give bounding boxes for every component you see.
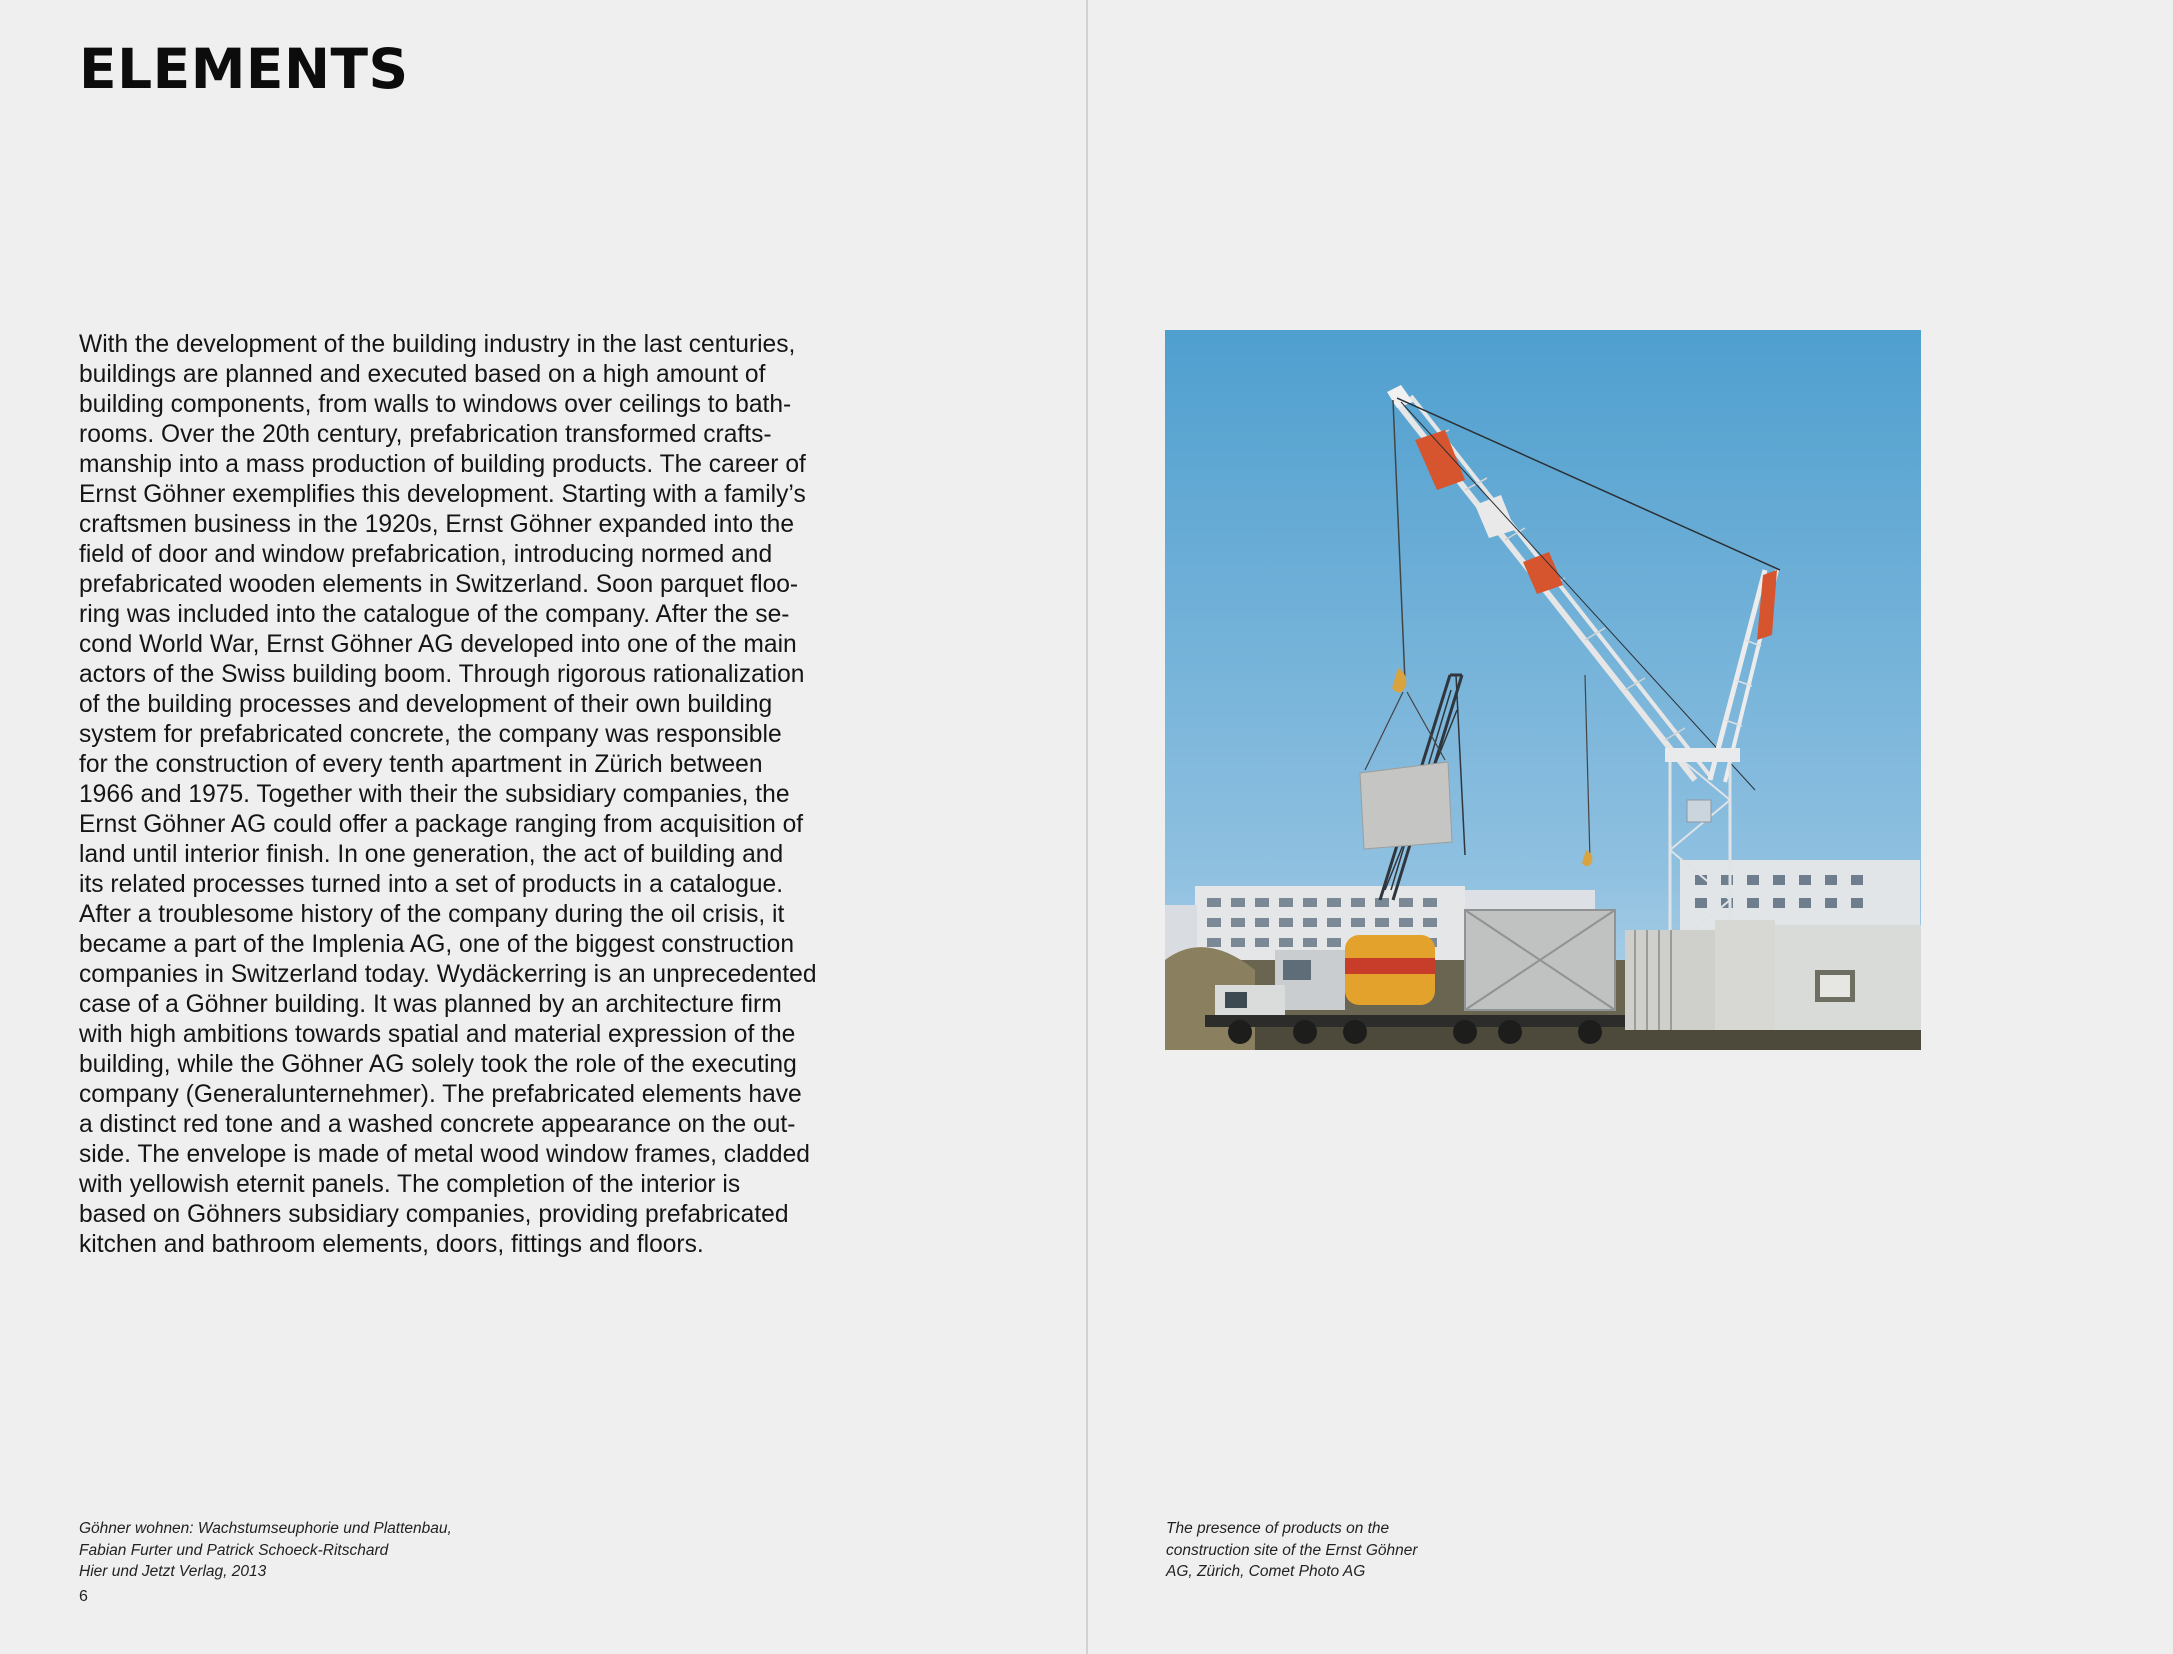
body-line: case of a Göhner building. It was planned by an architecture firm <box>79 991 782 1018</box>
body-line: manship into a mass production of building products. The career of <box>79 451 806 478</box>
footnote-line: Hier und Jetzt Verlag, 2013 <box>79 1563 267 1580</box>
body-line: for the construction of every tenth apartment in Zürich between <box>79 751 763 778</box>
footnote-line: Fabian Furter und Patrick Schoeck-Ritschard <box>79 1541 389 1559</box>
page-spine-divider <box>1086 0 1088 1654</box>
body-line: craftsmen business in the 1920s, Ernst Göhner expanded into the <box>79 511 795 538</box>
body-line: building, while the Göhner AG solely took the role of the executing <box>79 1051 797 1078</box>
body-line: Ernst Göhner AG could offer a package ranging from acquisition of <box>79 811 804 838</box>
page-title: ELEMENTS <box>79 37 409 101</box>
caption-line: construction site of the Ernst Göhner <box>1166 1541 1418 1559</box>
body-line: 1966 and 1975. Together with their the subsidiary companies, the <box>79 781 790 808</box>
body-line: of the building processes and development of their own building <box>79 691 773 718</box>
body-text <box>79 330 849 1260</box>
body-line: based on Göhners subsidiary companies, providing prefabricated <box>79 1201 789 1228</box>
caption-line: AG, Zürich, Comet Photo AG <box>1166 1563 1366 1580</box>
body-line: its related processes turned into a set of products in a catalogue. <box>79 871 784 898</box>
body-line: land until interior finish. In one generation, the act of building and <box>79 841 784 868</box>
construction-site-illustration <box>1165 330 1921 1050</box>
body-line: Ernst Göhner exemplifies this development. Starting with a family’s <box>79 481 806 508</box>
body-line: prefabricated wooden elements in Switzerland. Soon parquet floo- <box>79 571 799 598</box>
body-line: With the development of the building industry in the last centuries, <box>79 331 796 358</box>
body-line: kitchen and bathroom elements, doors, fittings and floors. <box>79 1231 704 1258</box>
prefab-wall-elements <box>1625 920 1921 1030</box>
footnote-line: Göhner wohnen: Wachstumseuphorie und Plattenbau, <box>79 1520 452 1537</box>
suspended-concrete-panel <box>1360 762 1452 849</box>
photo-caption <box>1166 1518 1418 1583</box>
body-line: with high ambitions towards spatial and material expression of the <box>79 1021 796 1048</box>
body-line: actors of the Swiss building boom. Through rigorous rationalization <box>79 661 805 688</box>
body-line: companies in Switzerland today. Wydäckerring is an unprecedented <box>79 961 817 988</box>
body-line: system for prefabricated concrete, the company was responsible <box>79 721 782 748</box>
body-line: buildings are planned and executed based on a high amount of <box>79 361 766 388</box>
body-line: with yellowish eternit panels. The completion of the interior is <box>79 1171 741 1198</box>
body-line: cond World War, Ernst Göhner AG developed into one of the main <box>79 631 797 658</box>
body-line: field of door and window prefabrication, introducing normed and <box>79 541 773 568</box>
body-line: After a troublesome history of the company during the oil crisis, it <box>79 901 785 928</box>
body-line: a distinct red tone and a washed concrete appearance on the out- <box>79 1111 796 1138</box>
body-line: building components, from walls to windows over ceilings to bath- <box>79 391 792 418</box>
body-line: became a part of the Implenia AG, one of the biggest construction <box>79 931 795 958</box>
page-number: 6 <box>79 1588 88 1605</box>
source-footnote <box>79 1518 452 1583</box>
construction-site-photo <box>1165 330 1921 1050</box>
body-line: rooms. Over the 20th century, prefabrication transformed crafts- <box>79 421 772 448</box>
body-line: company (Generalunternehmer). The prefabricated elements have <box>79 1081 802 1108</box>
body-line: ring was included into the catalogue of the company. After the se- <box>79 601 790 628</box>
caption-line: The presence of products on the <box>1166 1520 1390 1537</box>
body-line: side. The envelope is made of metal wood window frames, cladded <box>79 1141 810 1168</box>
